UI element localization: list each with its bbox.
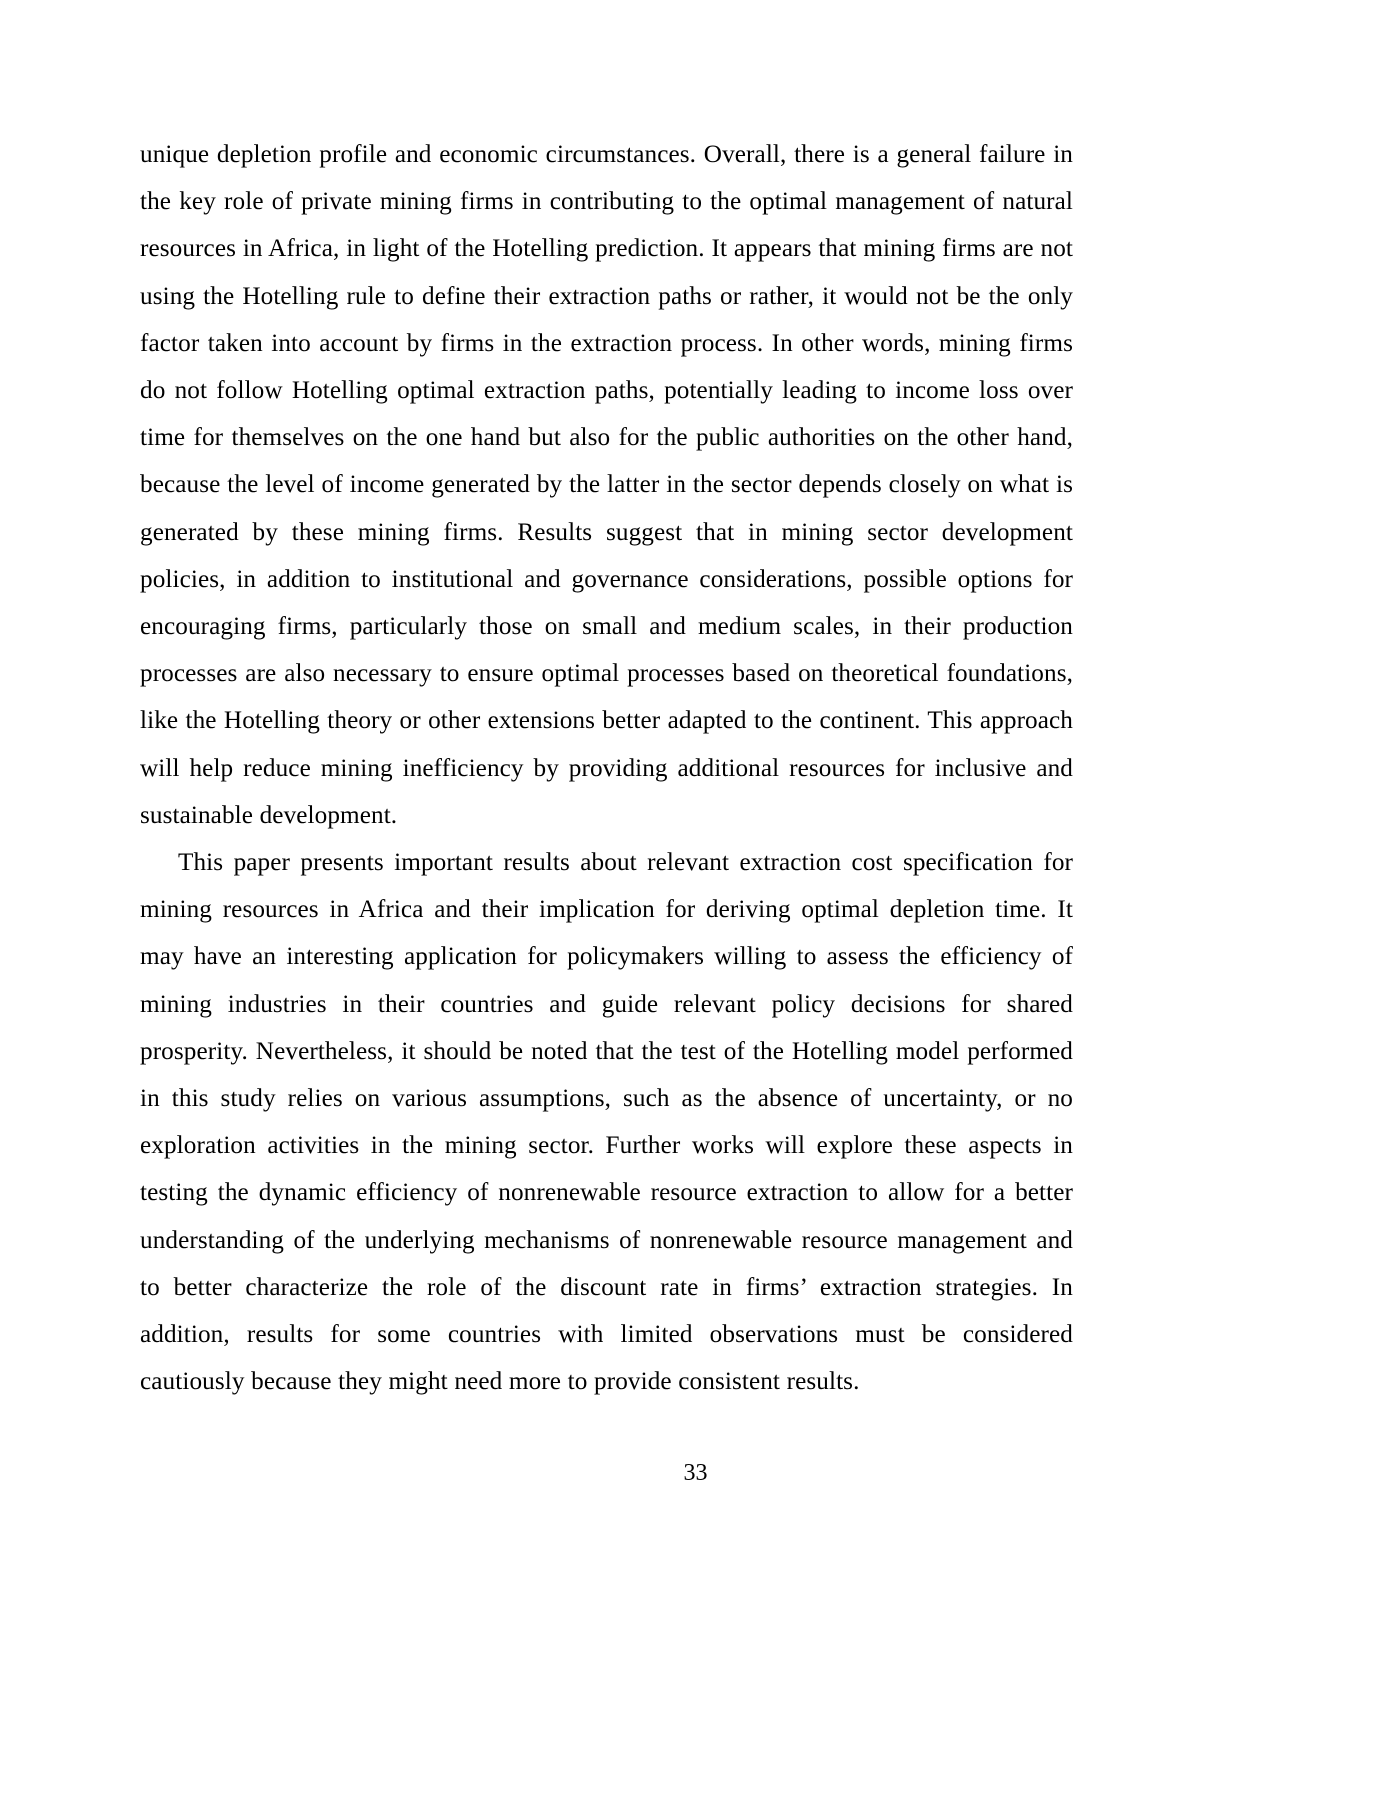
paragraph-continuation: unique depletion profile and economic circumstances. Overall, there is a general failure in the key role of private mining firms in contributing to the optimal management of natural resources in Africa, in light of the Hotelling prediction. It appears that mining firms are not using the Hotelling rule to define their extraction paths or rather, it would not be the only factor taken into account by firms in the extraction process. In other words, mining firms do not follow Hotelling optimal extraction paths, potentially leading to income loss over time for themselves on the one hand but also for the public authorities on the other hand, because the level of income generated by the latter in the sector depends closely on what is generated by these mining firms. Results suggest that in mining sector development policies, in addition to institutional and governance considerations, possible options for encouraging firms, particularly those on small and medium scales, in their production processes are also necessary to ensure optimal processes based on theoretical foundations, like the Hotelling theory or other extensions better adapted to the continent. This approach will help reduce mining inefficiency by providing additional resources for inclusive and sustainable development. xyxy=(140,141,1073,829)
paragraph-closing: This paper presents important results about relevant extraction cost specification for mining resources in Africa and their implication for deriving optimal depletion time. It may have an interesting application for policymakers willing to assess the efficiency of mining industries in their countries and guide relevant policy decisions for shared prosperity. Nevertheless, it should be noted that the test of the Hotelling model performed in this study relies on various assumptions, such as the absence of uncertainty, or no exploration activities in the mining sector. Further works will explore these aspects in testing the dynamic efficiency of nonrenewable resource extraction to allow for a better understanding of the underlying mechanisms of nonrenewable resource management and to better characterize the role of the discount rate in firms’ extraction strategies. In addition, results for some countries with limited observations must be considered cautiously because they might need more to provide consistent results. xyxy=(140,849,1073,1396)
page-number: 33 xyxy=(683,1460,708,1486)
body-text-column xyxy=(140,131,1073,1405)
